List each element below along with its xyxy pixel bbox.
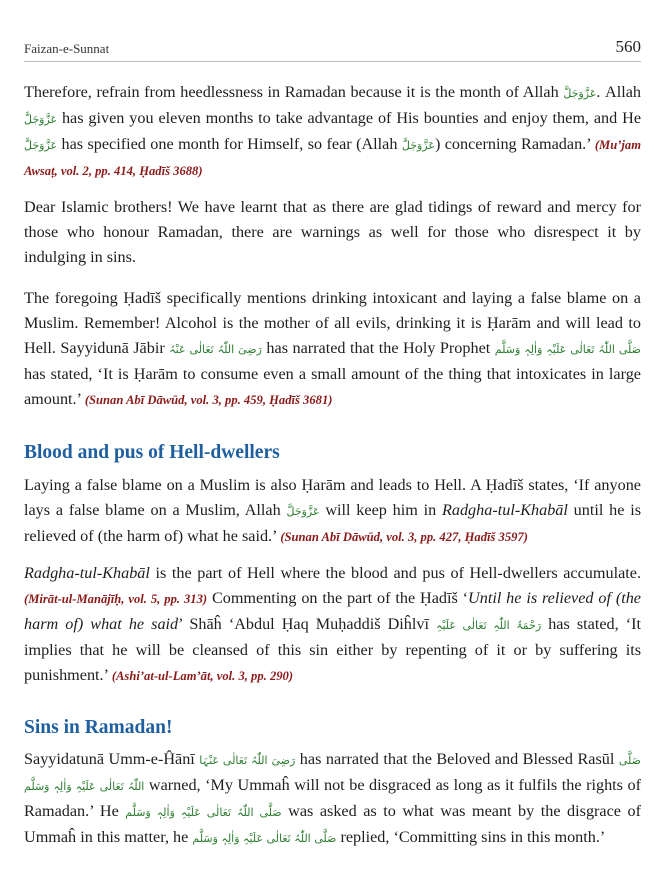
paragraph-2-text: Dear Islamic brothers! We have learnt that as there are glad tidings of reward and mercy for those who honour Ramadan, there are warnings as well for those who disrespect it by indulging in sins. bbox=[24, 198, 641, 266]
reference-citation: (Sunan Abī Dāwūd, vol. 3, pp. 459, Ḥadīš 3681) bbox=[84, 393, 333, 407]
section-heading-1 bbox=[24, 441, 641, 465]
paragraph-6-text bbox=[24, 747, 641, 851]
honorific-female: رَضِیَ اللّٰہُ تَعَالٰی عَنْہَا bbox=[199, 754, 296, 767]
paragraph-2 bbox=[24, 195, 641, 270]
heading-blood-and-pus: Blood and pus of Hell-dwellers bbox=[24, 442, 280, 463]
honorific-male: رَضِیَ اللّٰہُ تَعَالٰی عَنْہُ bbox=[169, 343, 262, 356]
honorific-allah: عَزَّوَجَلَّ bbox=[401, 139, 435, 152]
text-run: ) concerning Ramadan.’ bbox=[434, 135, 595, 153]
italic-term: Radgha-tul-Khabāl bbox=[441, 501, 568, 519]
text-run: has given you eleven months to take advantage of His bounties and enjoy them, and He bbox=[57, 109, 641, 127]
heading-sins-in-ramadan: Sins in Ramadan! bbox=[24, 717, 173, 738]
text-run: until he is relieved of (the harm of) what he said.’ bbox=[24, 501, 641, 545]
page-number: 560 bbox=[615, 37, 641, 56]
text-run: was asked as to what was meant by the disgrace of Ummaĥ in this matter, he bbox=[24, 802, 641, 846]
honorific-allah: عَزَّوَجَلَّ bbox=[24, 113, 58, 126]
honorific-prophet: صَلَّی اللّٰہُ تَعَالٰی عَلَیْہِ وَاٰلِہٖ وَسَلَّم bbox=[494, 343, 641, 356]
header-rule bbox=[24, 61, 641, 62]
book-page bbox=[24, 0, 641, 880]
paragraph-4-text bbox=[24, 473, 641, 550]
honorific-saint: رَحْمَۃُ اللّٰہِ تَعَالٰی عَلَیْہِ bbox=[436, 619, 542, 632]
reference-citation: (Ashi’at-ul-Lam’āt, vol. 3, pp. 290) bbox=[111, 669, 294, 683]
text-run: has specified one month for Himself, so fear (Allah bbox=[57, 135, 402, 153]
honorific-allah: عَزَّوَجَلَّ bbox=[286, 505, 320, 518]
paragraph-5 bbox=[24, 561, 641, 689]
italic-quote: Until he is relieved of (the harm of) what he said bbox=[24, 589, 641, 633]
text-run: has narrated that the Beloved and Blessed Rasūl bbox=[295, 750, 619, 768]
text-run: is the part of Hell where the blood and pus of Hell-dwellers accumulate. bbox=[149, 564, 641, 582]
text-run: has narrated that the Holy Prophet bbox=[261, 339, 495, 357]
text-run: . Allah bbox=[596, 83, 641, 101]
book-title: Faizan-e-Sunnat bbox=[24, 41, 110, 56]
paragraph-3 bbox=[24, 286, 641, 413]
paragraph-5-text bbox=[24, 561, 641, 689]
honorific-allah: عَزَّوَجَلَّ bbox=[563, 87, 597, 100]
reference-citation: (Sunan Abī Dāwūd, vol. 3, pp. 427, Ḥadīš 3597) bbox=[280, 530, 528, 544]
text-run: Therefore, refrain from heedlessness in Ramadan because it is the month of Allah bbox=[24, 83, 564, 101]
text-run: Laying a false blame on a Muslim is also Ḥarām and leads to Hell. A Ḥadīš states, ‘If anyone lays a false blame on a Muslim, Allah bbox=[24, 476, 641, 519]
text-run: will keep him in bbox=[319, 501, 442, 519]
italic-term: Radgha-tul-Khabāl bbox=[24, 564, 150, 582]
text-run: The foregoing Ḥadīš specifically mentions drinking intoxicant and laying a false blame on a Muslim. Remember! Alcohol is the mother of all evils, drinking it is Ḥarām and will lead to Hell. Sayyidunā Jābir bbox=[24, 289, 641, 357]
reference-citation: (Mu’jam Awsaṭ, vol. 2, pp. 414, Ḥadīš 3688) bbox=[24, 138, 642, 178]
honorific-prophet: صَلَّی اللّٰہُ تَعَالٰی عَلَیْہِ وَاٰلِہٖ وَسَلَّم bbox=[192, 832, 337, 845]
text-run: Commenting on the part of the Ḥadīš ‘ bbox=[207, 589, 469, 607]
honorific-prophet: صَلَّی اللّٰہُ تَعَالٰی عَلَیْہِ وَاٰلِہٖ وَسَلَّم bbox=[125, 806, 282, 819]
honorific-allah: عَزَّوَجَلَّ bbox=[24, 139, 58, 152]
text-run: ’ Shāĥ ‘Abdul Ḥaq Muḥaddiš Diĥlvī bbox=[178, 615, 436, 633]
section-heading-2 bbox=[24, 716, 641, 740]
paragraph-4 bbox=[24, 473, 641, 550]
text-run: has stated, ‘It is Ḥarām to consume even a small amount of the thing that intoxicates in large amount.’ bbox=[24, 365, 641, 408]
text-run: replied, ‘Committing sins in this month.’ bbox=[336, 828, 606, 846]
paragraph-1 bbox=[24, 80, 641, 184]
running-header bbox=[24, 37, 641, 59]
text-run: warned, ‘My Ummaĥ will not be disgraced as long as it fulfils the rights of Ramadan.’ He bbox=[24, 776, 641, 820]
text-run: has stated, ‘It implies that he will be cleansed of this sin either by repenting of it or by suffering its punishment.’ bbox=[24, 615, 641, 684]
text-run: Sayyidatunā Umm-e-Ĥānī bbox=[24, 750, 200, 768]
paragraph-1-text bbox=[24, 80, 641, 184]
honorific-prophet: صَلَّی اللّٰہُ تَعَالٰی عَلَیْہِ وَاٰلِہٖ وَسَلَّم bbox=[24, 754, 641, 793]
reference-citation: (Mirāt-ul-Manājīḥ, vol. 5, pp. 313) bbox=[24, 592, 208, 606]
paragraph-6 bbox=[24, 747, 641, 851]
paragraph-3-text bbox=[24, 286, 641, 413]
